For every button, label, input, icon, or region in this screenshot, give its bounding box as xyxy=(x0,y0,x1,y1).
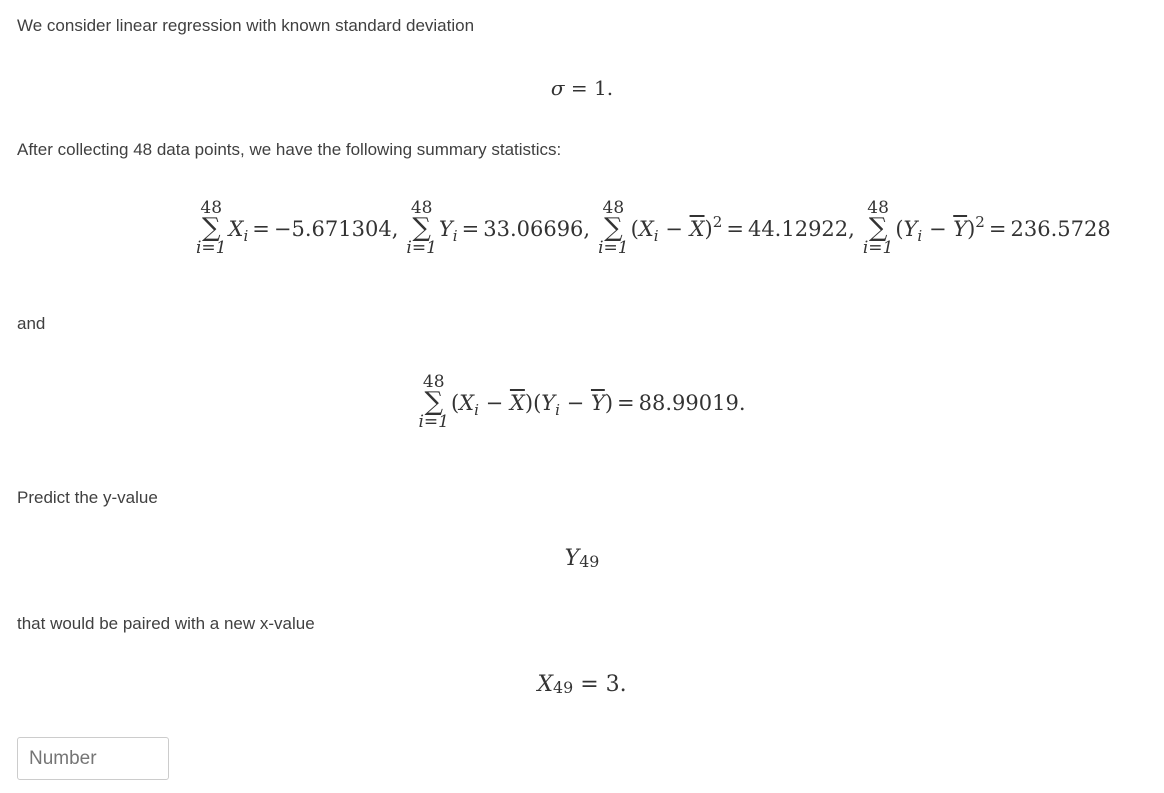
summation-operator: 48 ∑ i=1 xyxy=(598,198,629,259)
summation-operator: 48 ∑ i=1 xyxy=(406,198,437,259)
sxy-equation xyxy=(0,374,1164,431)
sigma-symbol: σ xyxy=(550,76,565,100)
sigma-value: 1. xyxy=(594,76,614,100)
and-text: and xyxy=(17,314,46,333)
new-x-value: 3. xyxy=(605,672,627,697)
sum-y-term: 48 ∑ i=1 $Y_i$ = 33.06696, xyxy=(406,198,591,259)
summation-operator: 48 ∑ i=1 xyxy=(196,198,227,259)
sxy-term: 48 ∑ i=1 $(X_i - \overline{X})(Y_i - \overline{Y})$ = 88.99019. xyxy=(418,372,746,433)
sxx-value: 44.12922, xyxy=(747,216,855,241)
syy-value: 236.5728 xyxy=(1010,216,1111,241)
summation-operator: 48 ∑ i=1 xyxy=(418,372,449,433)
new-x-text: that would be paired with a new x-value xyxy=(17,614,315,633)
syy-term: 48 ∑ i=1 $(Y_i - \overline{Y})^2$ = 236.5728 xyxy=(862,198,1111,259)
sxx-term: 48 ∑ i=1 $(X_i - \overline{X})^2$ = 44.12922, xyxy=(598,198,855,259)
sxy-value: 88.99019. xyxy=(638,390,746,415)
intro-text: We consider linear regression with known standard deviation xyxy=(17,16,475,35)
answer-number-input[interactable] xyxy=(17,737,169,780)
sigma-equation: σ = 1. xyxy=(550,76,614,100)
summary-intro-text: After collecting 48 data points, we have the following summary statistics: xyxy=(17,140,562,159)
summation-operator: 48 ∑ i=1 xyxy=(862,198,894,259)
predict-variable: Y 49 xyxy=(564,546,600,571)
sum-x-value: −5.671304, xyxy=(273,216,399,241)
sum-x-term: 48 ∑ i=1 $X_i$ = −5.671304, xyxy=(196,198,399,259)
summary-statistics-equation xyxy=(196,200,1111,257)
new-x-equation: X 49 = 3. xyxy=(537,672,627,697)
predict-text: Predict the y-value xyxy=(17,488,158,507)
sum-y-value: 33.06696, xyxy=(483,216,591,241)
